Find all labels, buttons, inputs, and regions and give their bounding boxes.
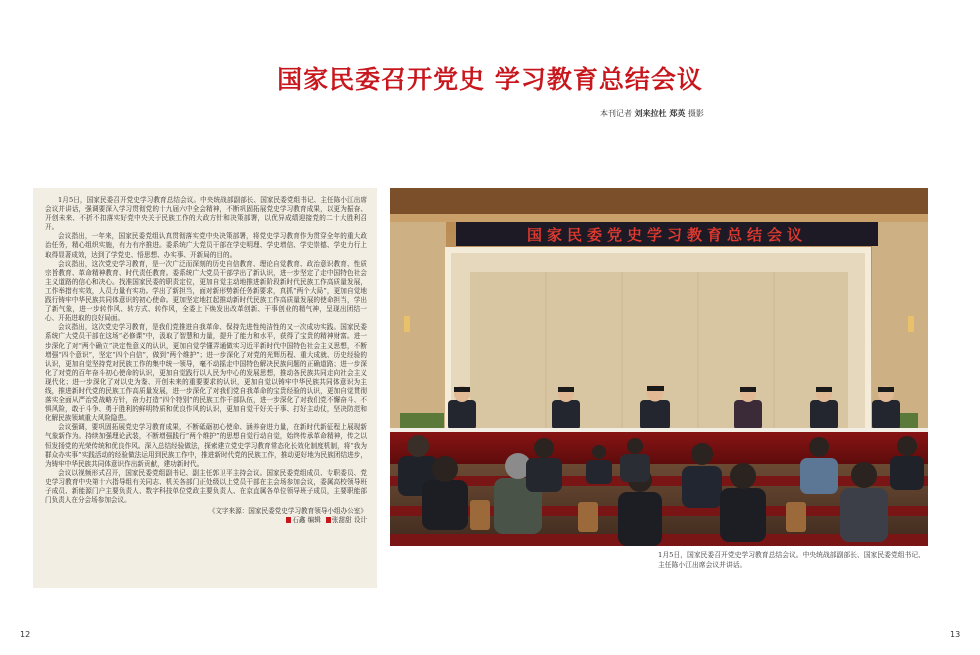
byline-suffix: 摄影 <box>687 109 704 118</box>
article-source: 《文字来源：国家民委党史学习教育领导小组办公室》 <box>208 507 367 516</box>
banner-text: 国家民委党史学习教育总结会议 <box>526 226 808 244</box>
article-paragraph: 1月5日，国家民委召开党史学习教育总结会议。中央统战部副部长、国家民委党组书记、主任陈小江出席会议并讲话，强调要深入学习贯彻党的十九届六中全会精神，不断巩固拓展党史学习教育成果，以更为振奋、开创未来、不折不扣落实好党中央关于民族工作的大政方针和决策部署，以优异成绩迎接党的二十大胜利召开。 <box>45 196 367 232</box>
editor-role: 编辑 <box>307 516 321 525</box>
designer-role: 设计 <box>353 516 367 525</box>
article-paragraph: 会议以视频形式召开，国家民委党组副书记、副主任郭卫平主持会议。国家民委党组成员、专职委员、党史学习教育中央第十六指导组有关同志、机关各部门正处级以上党员干部在主会场参加会议，委属高校领导班子成员、新能源门户主要负责人、数字科技单位党政主要负责人、在京直属各单位领导班子成员，主要职能部门负责人在分会场参加会议。 <box>45 468 367 505</box>
designer-name: 张甜甜 <box>331 516 352 525</box>
article-body <box>33 188 377 588</box>
article-paragraph: 会议强调，要巩固拓展党史学习教育成果，不断砥砺初心使命、涵养奋进力量，在新时代新征程上展现新气象新作为。持续加强理论武装，不断增强践行“两个维护”的思想自觉行动自觉，始终传承革命精神，传之以恒发扬党的光荣传统和优良作风。深入总结经验做法，探索建立党史学习教育常态化长效化制度机制，将“我为群众办实事”实践活动的经验做法运用到民族工作中，推进新时代党的民族工作，推动更好地为民族团结进步，为铸牢中华民族共同体意识作出新贡献，建功新时代。 <box>45 423 367 468</box>
article-paragraph: 会议指出，一年来，国家民委党组认真贯彻落实党中央决策部署，将党史学习教育作为贯穿全年的重大政治任务，精心组织实施，有力有序推进。委系统广大党员干部在学史明理、学史增信、学史崇德、学史力行上取得显著成效，达到了学党史、悟思想、办实事、开新局的目的。 <box>45 232 367 259</box>
editor-name: 石鑫 <box>292 516 306 525</box>
credit-marker <box>326 517 331 523</box>
credit-marker <box>286 517 291 523</box>
head-table <box>390 430 928 464</box>
page-number-right: 13 <box>950 630 961 639</box>
byline-names: 刘来拉杜 郑英 <box>634 109 686 118</box>
article-credits <box>45 516 367 525</box>
article-paragraph: 会议指出，这次党史学习教育，是一次广泛而深刻的历史自信教育、理论自觉教育、政治意识教育、性质宗旨教育、革命精神教育、时代责任教育。委系统广大党员干部学出了新认识，进一步坚定了走中国特色社会主义道路的信心和决心。找准国家民委的职责定位，更加自觉主动地推进新阶段新时代民族工作高质量发展，工作举措有实效，人员力量有实功。学出了新担当，面对新形势新任务新要求，真抓“两个大局”，更加自觉地践行铸牢中华民族共同体意识的初心使命。更加坚定地扛起推动新时代民族工作高质量发展的使命担当，学出了新气象，进一步转作风、转方式、转作风，全委上下焕发出改革创新、干事创业的精气神，呈现出团结一心、开拓进取的良好局面。 <box>45 259 367 323</box>
article-title: 国家民委召开党史 学习教育总结会议 <box>277 65 703 94</box>
byline-prefix: 本刊记者 <box>600 109 632 118</box>
photo-caption: 1月5日，国家民委召开党史学习教育总结会议。中央统战部副部长、国家民委党组书记、主任陈小江出席会议并讲话。 <box>658 551 925 569</box>
wall-lamp <box>908 316 914 332</box>
byline <box>600 108 704 119</box>
meeting-photo-illustration <box>390 188 928 546</box>
page-number-left: 12 <box>20 630 31 639</box>
article-paragraph: 会议指出，这次党史学习教育，是我们党推进自我革命、保持先进性纯洁性的又一次成功实践。国家民委系统广大党员干部在这场“必修课”中，汲取了智慧和力量，提升了能力和水平，获得了宝贵的精神财富。进一步深化了对“两个确立”决定性意义的认识，更加自觉学懂弄通做实习近平新时代中国特色社会主义思想，不断增强“四个意识”，坚定“四个自信”，做到“两个维护”；进一步深化了对党的光辉历程、重大成就、历史经验的认识，更加自觉坚持党对民族工作的集中统一领导，毫不动摇走中国特色解决民族问题的正确道路；进一步深化了对党的百年奋斗初心使命的认识，更加自觉践行以人民为中心的发展思想，推动各民族共同走向社会主义现代化；进一步深化了对以史为鉴、开创未来的重要要求的认识，更加自觉以铸牢中华民族共同体意识为主线，推进新时代党的民族工作高质量发展，进一步深化了对我们党自我革命的宝贵经验的认识，更加自觉贯彻落实全面从严治党战略方针，奋力打造“四个特别”的民族工作干部队伍，进一步深化了对我们党不懈奋斗、不惧风险，敢于斗争、勇于胜利的鲜明特质和优良作风的认识，更加自觉干好关于事、打好主动仗，坚决防范和化解民族领域重大风险隐患。 <box>45 323 367 423</box>
meeting-photo <box>390 188 928 546</box>
wall-lamp <box>404 316 410 332</box>
